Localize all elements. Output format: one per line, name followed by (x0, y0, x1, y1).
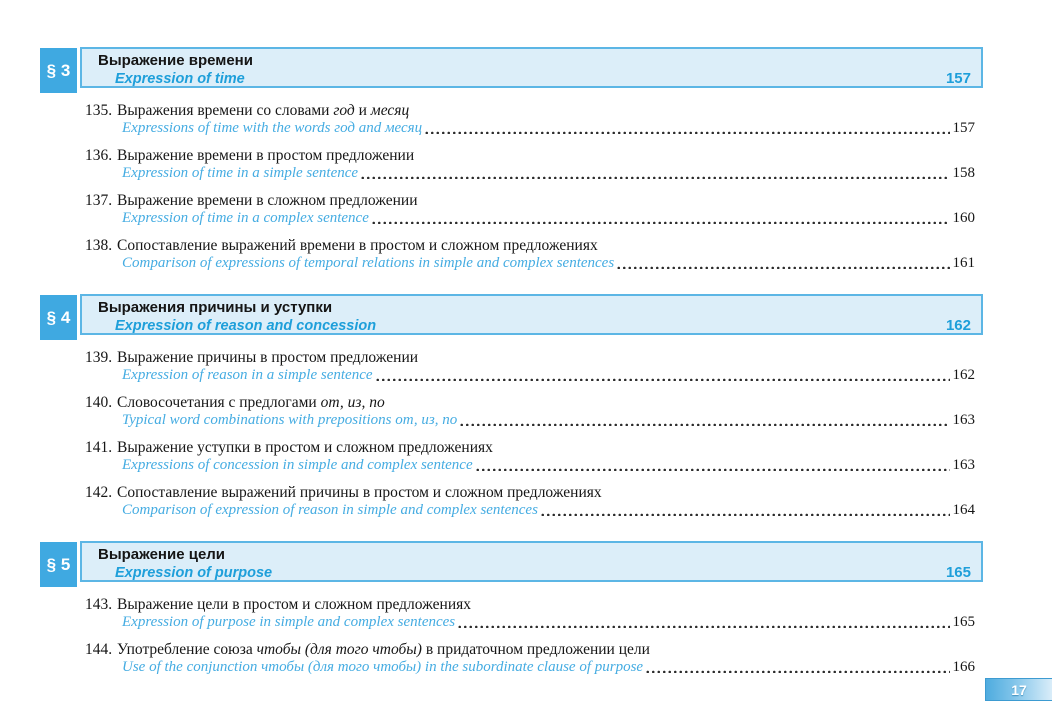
section-page-number: 157 (945, 70, 971, 87)
page-number-tab: 17 (985, 678, 1052, 701)
section-title-ru: Выражение времени (98, 52, 253, 69)
dotted-leader (457, 624, 949, 628)
entry-title-line (85, 596, 975, 613)
toc-entry (85, 349, 975, 384)
entry-title-ru-segment: и (354, 102, 371, 119)
entry-translation-line (122, 120, 975, 137)
entry-title-ru (117, 237, 598, 254)
section-header-row (98, 317, 971, 335)
section-title-ru: Выражения причины и уступки (98, 299, 333, 316)
section-header-box (80, 541, 983, 582)
toc-section (0, 541, 1052, 676)
entry-number: 136. (85, 147, 113, 164)
entry-title-ru-segment: Словосочетания с предлогами (117, 394, 321, 411)
entry-title-line (85, 237, 975, 254)
entry-title-en: Typical word combinations with prepositions от, из, по (122, 412, 458, 428)
entry-title-ru-segment: в придаточном предложении цели (421, 641, 650, 658)
entry-title-line (85, 641, 975, 658)
entry-page-number: 158 (952, 165, 975, 181)
entry-title-ru (117, 192, 418, 209)
dotted-leader (375, 377, 950, 381)
section-title-ru: Выражение цели (98, 546, 226, 563)
entry-translation-line (122, 659, 975, 676)
toc-section (0, 47, 1052, 272)
entry-title-ru-segment: год (333, 102, 355, 119)
entry-page-number: 160 (952, 210, 975, 226)
toc-entry (85, 641, 975, 676)
entry-number: 137. (85, 192, 113, 209)
entry-translation-line (122, 614, 975, 631)
entry-page-number: 166 (952, 659, 975, 675)
entry-number: 140. (85, 394, 113, 411)
entry-title-line (85, 439, 975, 456)
section-badge: § 5 (40, 542, 77, 587)
entry-title-ru-segment: Употребление союза (117, 641, 257, 658)
entry-title-ru-segment: Выражение причины в простом предложении (117, 349, 419, 366)
dotted-leader (475, 467, 950, 471)
entry-title-ru-segment: Сопоставление выражений причины в простом и сложном предложениях (117, 484, 602, 501)
dotted-leader (459, 422, 949, 426)
section-header-box (80, 294, 983, 335)
entry-translation-line (122, 412, 975, 429)
entry-title-en: Comparison of expression of reason in simple and complex sentences (122, 502, 538, 518)
dotted-leader (540, 512, 950, 516)
entry-title-en: Expression of purpose in simple and complex sentences (122, 614, 456, 630)
entry-page-number: 157 (952, 120, 975, 136)
toc-section (0, 294, 1052, 519)
section-page-number: 165 (945, 564, 971, 581)
entry-translation-line (122, 457, 975, 474)
entry-title-ru-segment: Выражение цели в простом и сложном предложениях (117, 596, 472, 613)
entry-translation-line (122, 367, 975, 384)
entry-title-en: Expression of reason in a simple sentence (122, 367, 373, 383)
entry-title-ru (117, 641, 650, 658)
toc-entry (85, 484, 975, 519)
entry-title-en: Expression of time in a simple sentence (122, 165, 359, 181)
entry-title-ru-segment: Выражение уступки в простом и сложном предложениях (117, 439, 493, 456)
toc-entry (85, 596, 975, 631)
dotted-leader (645, 669, 949, 673)
entry-title-ru-segment: Выражение времени в простом предложении (117, 147, 415, 164)
entry-title-ru (117, 484, 602, 501)
entry-page-number: 164 (952, 502, 975, 518)
entry-number: 139. (85, 349, 113, 366)
entry-number: 141. (85, 439, 113, 456)
entry-page-number: 163 (952, 457, 975, 473)
section-title-en: Expression of purpose (115, 565, 273, 581)
entry-page-number: 161 (952, 255, 975, 271)
entry-title-ru-segment: от, из, по (320, 394, 385, 411)
entry-title-en: Expressions of time with the words год and месяц (122, 120, 423, 136)
entry-title-en: Use of the conjunction чтобы (для того чтобы) in the subordinate clause of purpose (122, 659, 644, 675)
entry-title-ru-segment: месяц (370, 102, 410, 119)
entry-title-ru (117, 394, 385, 411)
entry-page-number: 163 (952, 412, 975, 428)
section-header (46, 47, 983, 88)
section-entries (0, 596, 1052, 676)
entry-page-number: 165 (952, 614, 975, 630)
entry-number: 138. (85, 237, 113, 254)
entry-number: 135. (85, 102, 113, 119)
entry-number: 143. (85, 596, 113, 613)
section-header-row (98, 564, 971, 582)
entry-title-en: Expression of time in a complex sentence (122, 210, 369, 226)
section-entries (0, 102, 1052, 272)
section-badge: § 3 (40, 48, 77, 93)
entry-page-number: 162 (952, 367, 975, 383)
section-entries (0, 349, 1052, 519)
section-badge: § 4 (40, 295, 77, 340)
entry-translation-line (122, 210, 975, 227)
entry-title-ru-segment: чтобы (для того чтобы) (256, 641, 422, 658)
entry-title-ru (117, 349, 418, 366)
dotted-leader (616, 265, 949, 269)
toc-entry (85, 147, 975, 182)
entry-title-line (85, 349, 975, 366)
toc-entry (85, 192, 975, 227)
entry-translation-line (122, 255, 975, 272)
entry-title-line (85, 147, 975, 164)
entry-title-line (85, 102, 975, 119)
entry-translation-line (122, 502, 975, 519)
toc-entry (85, 439, 975, 474)
entry-title-ru (117, 147, 414, 164)
entry-title-ru-segment: Выражения времени со словами (117, 102, 334, 119)
entry-number: 144. (85, 641, 113, 658)
toc-entry (85, 394, 975, 429)
section-title-en: Expression of reason and concession (115, 318, 377, 334)
dotted-leader (371, 220, 950, 224)
section-header (46, 294, 983, 335)
dotted-leader (360, 175, 949, 179)
section-header-row (98, 70, 971, 88)
section-title-en: Expression of time (115, 71, 245, 87)
entry-title-ru-segment: Выражение времени в сложном предложении (117, 192, 418, 209)
toc-content (0, 47, 1052, 698)
entry-number: 142. (85, 484, 113, 501)
entry-title-ru (117, 102, 409, 119)
toc-entry (85, 237, 975, 272)
toc-entry (85, 102, 975, 137)
entry-title-ru (117, 439, 493, 456)
entry-title-ru (117, 596, 471, 613)
entry-title-line (85, 484, 975, 501)
entry-translation-line (122, 165, 975, 182)
section-header (46, 541, 983, 582)
entry-title-en: Expressions of concession in simple and complex sentence (122, 457, 473, 473)
dotted-leader (424, 130, 949, 134)
section-page-number: 162 (945, 317, 971, 334)
entry-title-en: Comparison of expressions of temporal relations in simple and complex sentences (122, 255, 615, 271)
section-header-box (80, 47, 983, 88)
entry-title-line (85, 192, 975, 209)
entry-title-line (85, 394, 975, 411)
entry-title-ru-segment: Сопоставление выражений времени в простом и сложном предложениях (117, 237, 598, 254)
